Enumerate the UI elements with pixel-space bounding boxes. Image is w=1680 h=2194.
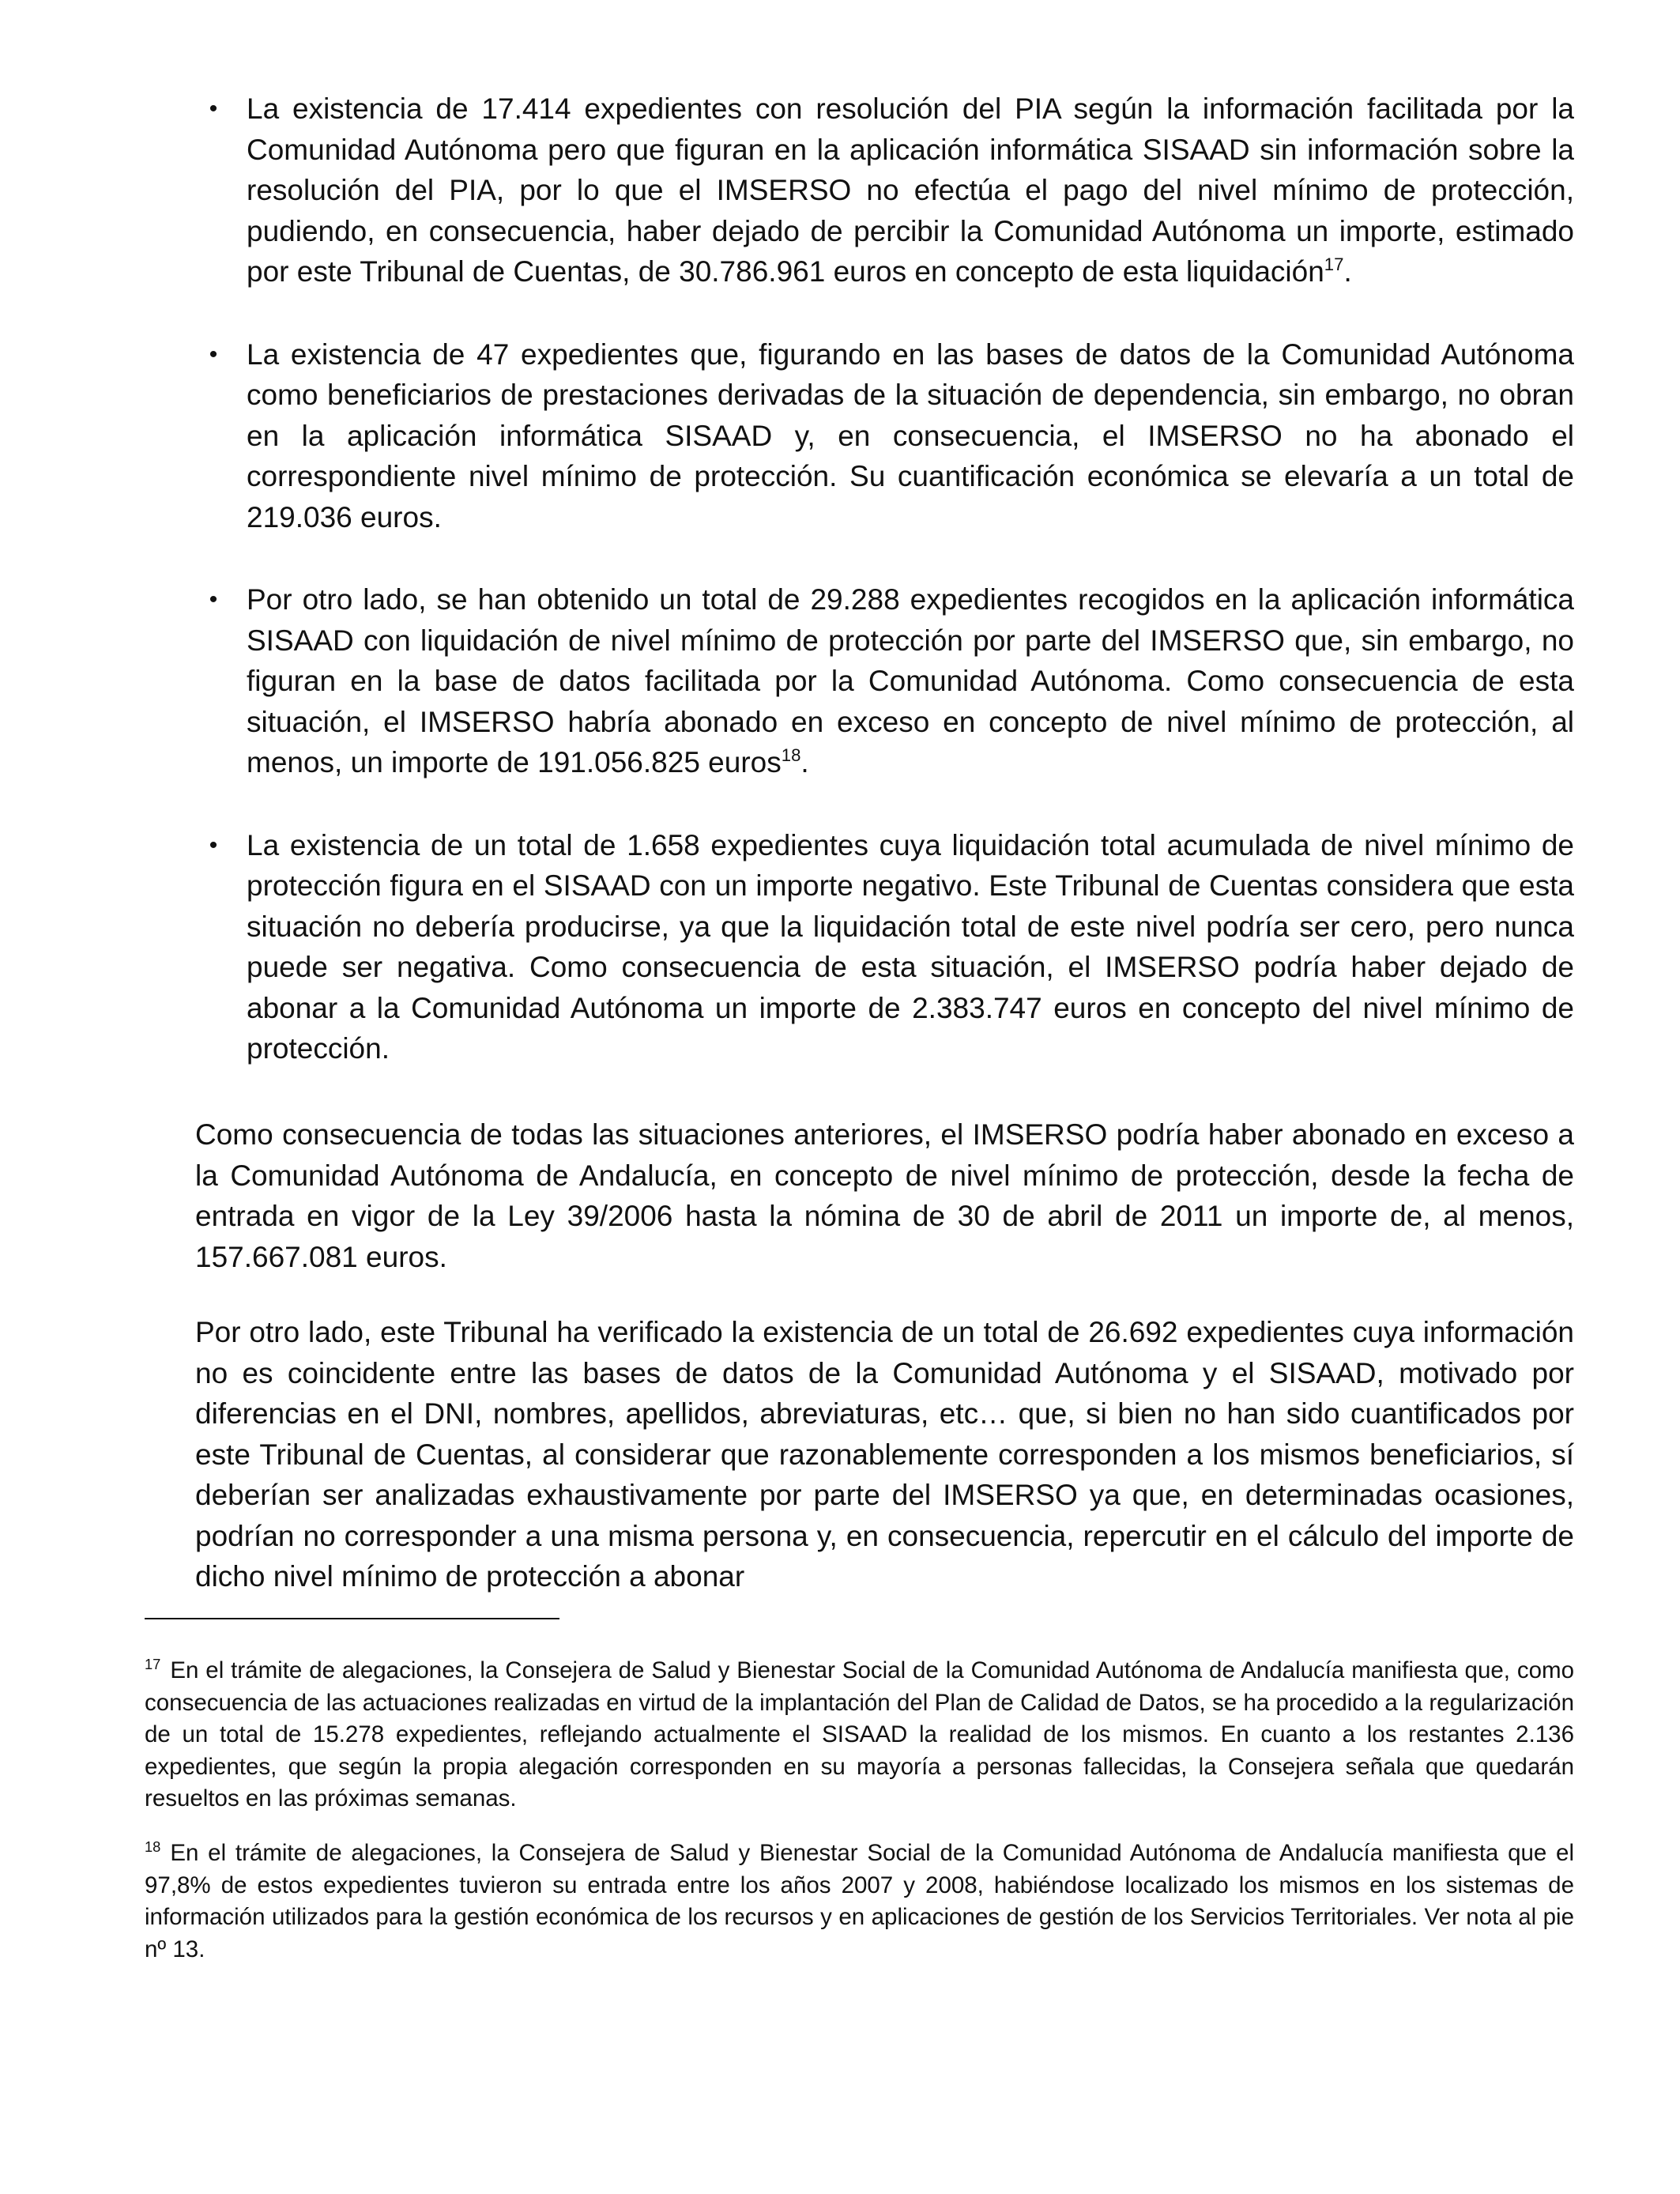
bullet-icon: • [209,96,218,122]
bullet-icon: • [209,341,218,368]
footnote-separator [145,1618,559,1619]
body-paragraph-1: Como consecuencia de todas las situaciones anteriores, el IMSERSO podría haber abonado en exceso a la Comunidad Autónoma de Andalucía, en concepto de nivel mínimo de protección, desde la fecha de entrada en vigor de la Ley 39/2006 hasta la nómina de 30 de abril de 2011 un importe de, al menos, 157.667.081 euros. [195,1118,1574,1273]
body-paragraph-2: Por otro lado, este Tribunal ha verificado la existencia de un total de 26.692 expedientes cuya información no es coincidente entre las bases de datos de la Comunidad Autónoma y el SISAAD, motivado por diferencias en el DNI, nombres, apellidos, abreviaturas, etc… que, si bien no han sido cuantificados por este Tribunal de Cuentas, al considerar que razonablemente corresponden a los mismos beneficiarios, sí deberían ser analizadas exhaustivamente por parte del IMSERSO ya que, en determinadas ocasiones, podrían no corresponder a una misma persona y, en consecuencia, repercutir en el cálculo del importe de dicho nivel mínimo de protección a abonar [195,1316,1574,1593]
bullet-text: La existencia de 47 expedientes que, figurando en las bases de datos de la Comunidad Autónoma como beneficiarios de prestaciones derivadas de la situación de dependencia, sin embargo, no obran en la aplicación informática SISAAD y, en consecuencia, el IMSERSO no ha abonado el correspondiente nivel mínimo de protección. Su cuantificación económica se elevaría a un total de 219.036 euros. [247,337,1574,533]
bullet-item-2 [209,334,1574,538]
footnote-ref-17[interactable]: 17 [1324,254,1344,274]
bullet-tail: . [800,746,809,778]
footnote-number: 18 [145,1838,161,1856]
footnote-18 [145,1838,1574,1966]
footnote-ref-18[interactable]: 18 [781,745,801,765]
bullet-icon: • [209,831,218,858]
footnote-text: En el trámite de alegaciones, la Consejera de Salud y Bienestar Social de la Comunidad Autónoma de Andalucía manifiesta que, como consecuencia de las actuaciones realizadas en virtud de la implantación del Plan de Calidad de Datos, se ha procedido a la regularización de un total de 15.278 expedientes, reflejando actualmente el SISAAD la realidad de los mismos. En cuanto a los restantes 2.136 expedientes, que según la propia alegación corresponden en su mayoría a personas fallecidas, la Consejera señala que quedarán resueltos en las próximas semanas. [145,1657,1574,1811]
bullet-item-3 [209,579,1574,783]
bullet-item-4 [209,825,1574,1069]
bullet-list [209,89,1574,1111]
bullet-icon: • [209,586,218,613]
footnote-17 [145,1655,1574,1815]
bullet-text: La existencia de un total de 1.658 expedientes cuya liquidación total acumulada de nivel mínimo de protección figura en el SISAAD con un importe negativo. Este Tribunal de Cuentas considera que esta situación no debería producirse, ya que la liquidación total de este nivel podría ser cero, pero nunca puede ser negativa. Como consecuencia de esta situación, el IMSERSO podría haber dejado de abonar a la Comunidad Autónoma un importe de 2.383.747 euros en concepto del nivel mínimo de protección. [247,828,1574,1065]
bullet-text: Por otro lado, se han obtenido un total de 29.288 expedientes recogidos en la aplicación informática SISAAD con liquidación de nivel mínimo de protección por parte del IMSERSO que, sin embargo, no figuran en la base de datos facilitada por la Comunidad Autónoma. Como consecuencia de esta situación, el IMSERSO habría abonado en exceso en concepto de nivel mínimo de protección, al menos, un importe de 191.056.825 euros [247,583,1574,778]
bullet-item-1 [209,89,1574,292]
bullet-text: La existencia de 17.414 expedientes con resolución del PIA según la información facilitada por la Comunidad Autónoma pero que figuran en la aplicación informática SISAAD sin información sobre la resolución del PIA, por lo que el IMSERSO no efectúa el pago del nivel mínimo de protección, pudiendo, en consecuencia, haber dejado de percibir la Comunidad Autónoma un importe, estimado por este Tribunal de Cuentas, de 30.786.961 euros en concepto de esta liquidación [247,92,1574,288]
footnote-number: 17 [145,1656,161,1673]
bullet-tail: . [1343,255,1352,288]
footnote-text: En el trámite de alegaciones, la Consejera de Salud y Bienestar Social de la Comunidad Autónoma de Andalucía manifiesta que el 97,8% de estos expedientes tuvieron su entrada entre los años 2007 y 2008, habiéndose localizado los mismos en los sistemas de información utilizados para la gestión económica de los recursos y en aplicaciones de gestión de los Servicios Territoriales. Ver nota al pie nº 13. [145,1840,1574,1962]
